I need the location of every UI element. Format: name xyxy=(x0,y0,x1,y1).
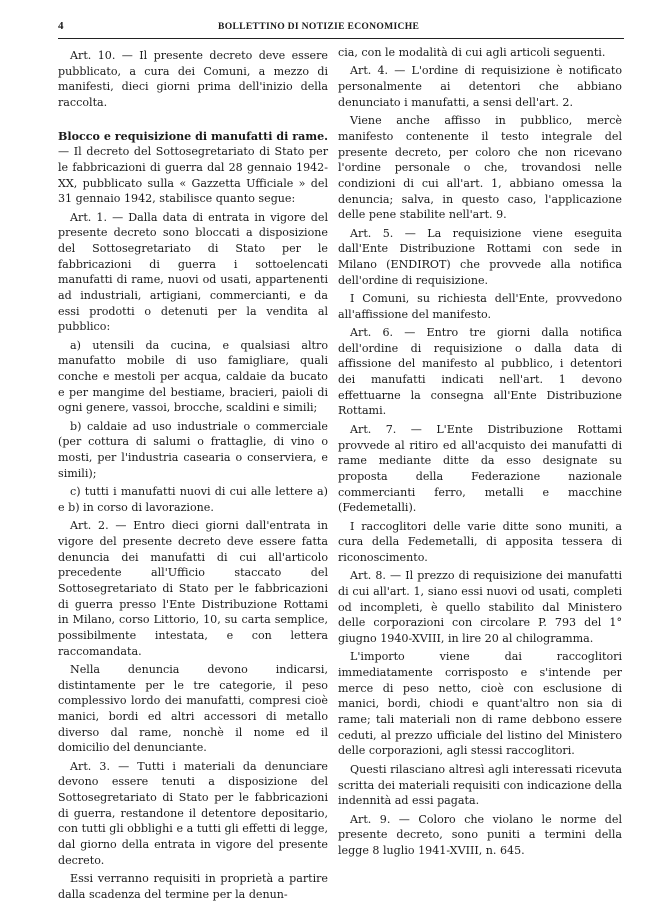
list-item-b: b) caldaie ad uso industriale o commerciale (per cottura di salumi o frattaglie, di vino o mosti, per l'industria casearia o conserviera, e simili); xyxy=(58,419,328,480)
continuation-paragraph: cia, con le modalità di cui agli articoli seguenti. xyxy=(338,46,606,59)
art4-affisso-paragraph: Viene anche affisso in pubblico, mercè manifesto contenente il testo integrale del presente decreto, per coloro che non ricevano l'ordine personale o che, trovandosi nelle condizioni di cui all'art. 1, abbiano omessa la denuncia; salva, in questo caso, l'applicazione delle pene stabilite nell'art. 9. xyxy=(338,114,622,222)
left-column xyxy=(58,48,328,905)
art3-requisiti-paragraph: Essi verranno requisiti in proprietà a partire dalla scadenza del termine per la denun- xyxy=(58,872,328,901)
art4-paragraph: Art. 4. — L'ordine di requisizione è notificato personalmente ai detentori che abbiano denunciato i manufatti, a sensi dell'art. 2. xyxy=(338,64,622,109)
section-paragraph xyxy=(58,129,328,207)
art7-raccoglitori-paragraph: I raccoglitori delle varie ditte sono muniti, a cura della Fedemetalli, di apposita tessera di riconoscimento. xyxy=(338,519,622,564)
art8-ricevuta-paragraph: Questi rilasciano altresì agli interessati ricevuta scritta dei materiali requisiti con indicazione della indennità ad essi pagata. xyxy=(338,762,622,808)
art6-paragraph: Art. 6. — Entro tre giorni dalla notifica dell'ordine di requisizione o dalla data di affissione del manifesto al pubblico, i detentori dei manufatti indicati nell'art. 1 devono effettuarne la consegna all'Ente Distribuzione Rottami. xyxy=(338,326,622,418)
art9-paragraph: Art. 9. — Coloro che violano le norme del presente decreto, sono puniti a termini della legge 8 luglio 1941-XVIII, n. 645. xyxy=(338,812,622,857)
page-number: 4 xyxy=(58,20,64,32)
section-intro: — Il decreto del Sottosegretariato di Stato per le fabbricazioni di guerra dal 28 gennaio 1942-XX, pubblicato sulla « Gazzetta Ufficiale » del 31 gennaio 1942, stabilisce quanto segue: xyxy=(58,145,328,206)
list-item-c: c) tutti i manufatti nuovi di cui alle lettere a) e b) in corso di lavorazione. xyxy=(58,485,328,514)
section-title: Blocco e requisizione di manufatti di rame. xyxy=(58,129,328,143)
art5-paragraph: Art. 5. — La requisizione viene eseguita dall'Ente Distribuzione Rottami con sede in Milano (ENDIROT) che provvede alla notifica dell'ordine di requisizione. xyxy=(338,226,622,287)
art5-comuni-paragraph: I Comuni, su richiesta dell'Ente, provvedono all'affissione del manifesto. xyxy=(338,292,622,321)
art8-importo-paragraph: L'importo viene dai raccoglitori immediatamente corrisposto e s'intende per merce di peso netto, cioè con esclusione di manici, bordi, chiodi e quant'altro non sia di rame; tali materiali non di rame debbono essere ceduti, al prezzo ufficiale del listino del Ministero delle corporazioni, agli stessi raccoglitori. xyxy=(338,650,622,758)
journal-title: BOLLETTINO DI NOTIZIE ECONOMICHE xyxy=(218,21,420,32)
art7-paragraph: Art. 7. — L'Ente Distribuzione Rottami provvede al ritiro ed all'acquisto dei manufatti di rame mediante ditte da esso designate su proposta della Federazione nazionale commercianti ferro, metalli e macchine (Fedemetalli). xyxy=(338,422,622,515)
art2-denuncia-paragraph: Nella denuncia devono indicarsi, distintamente per le tre categorie, il peso complessivo lordo dei manufatti, compresi cioè manici, bordi ed altri accessori di metallo diverso dal rame, nonchè il nome ed il domicilio del denunciante. xyxy=(58,663,328,755)
list-item-a: a) utensili da cucina, e qualsiasi altro manufatto mobile di uso famigliare, quali conche e mestoli per acqua, caldaie da bucato e per mangime del bestiame, bracieri, paioli di ogni genere, vassoi, brocche, scaldini e simili; xyxy=(58,338,328,415)
art8-paragraph: Art. 8. — Il prezzo di requisizione dei manufatti di cui all'art. 1, siano essi nuovi od usati, completi od incompleti, è quello stabilito dal Ministero delle corporazioni con circolare P. 793 del 1° giugno 1940-XVIII, in lire 20 al chilogramma. xyxy=(338,569,622,645)
art1-paragraph: Art. 1. — Dalla data di entrata in vigore del presente decreto sono bloccati a disposizione del Sottosegretariato di Stato per le fabbricazioni di guerra i sottoelencati manufatti di rame, nuovi od usati, appartenenti ad industriali, artigiani, commercianti, e da essi prodotti o detenuti per la vendita al pubblico: xyxy=(58,210,328,334)
right-column xyxy=(338,45,622,861)
art2-paragraph: Art. 2. — Entro dieci giorni dall'entrata in vigore del presente decreto deve essere fatta denuncia dei manufatti di cui all'articolo precedente all'Ufficio staccato del Sottosegretariato di Stato per le fabbricazioni di guerra presso l'Ente Distribuzione Rottami in Milano, corso Littorio, 10, su carta semplice, possibilmente intestata, e con lettera raccomandata. xyxy=(58,519,328,658)
header-rule xyxy=(58,38,624,39)
art1-list xyxy=(58,338,328,516)
art3-paragraph: Art. 3. — Tutti i materiali da denunciare devono essere tenuti a disposizione del Sottosegretariato di Stato per le fabbricazioni di guerra, restandone il detentore depositario, con tutti gli obblighi e a tutti gli effetti di legge, dal giorno della entrata in vigore del presente decreto. xyxy=(58,759,328,867)
art10-paragraph: Art. 10. — Il presente decreto deve essere pubblicato, a cura dei Comuni, a mezzo di manifesti, dieci giorni prima dell'inizio della raccolta. xyxy=(58,49,328,109)
page-header xyxy=(58,18,618,38)
